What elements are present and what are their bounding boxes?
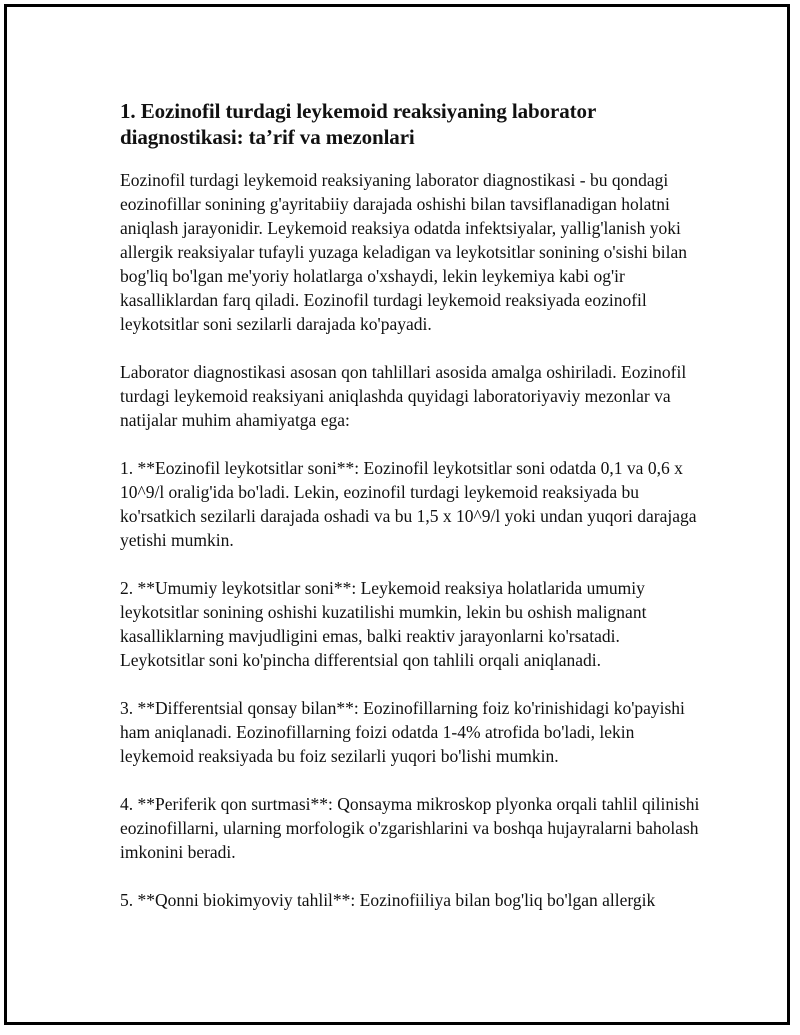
document-content xyxy=(120,98,700,936)
intro-paragraph: Eozinofil turdagi leykemoid reaksiyaning laborator diagnostikasi - bu qondagi eozinofillar sonining g'ayritabiiy darajada oshishi bilan tavsiflanadigan holatni aniqlash jarayonidir. Leykemoid reaksiya odatda infektsiyalar, yallig'lanish yoki allergik reaksiyalar tufayli yuzaga keladigan va leykotsitlar sonining o'sishi bilan bog'liq bo'lgan me'yoriy holatlarga o'xshaydi, lekin leykemiya kabi og'ir kasalliklardan farq qiladi. Eozinofil turdagi leykemoid reaksiyada eozinofil leykotsitlar soni sezilarli darajada ko'payadi. xyxy=(120,170,688,334)
criterion-2-paragraph: 2. **Umumiy leykotsitlar soni**: Leykemoid reaksiya holatlarida umumiy leykotsitlar sonining oshishi kuzatilishi mumkin, lekin bu oshish malignant kasalliklarning mavjudligini emas, balki reaktiv jarayonlarni ko'rsatadi. Leykotsitlar soni ko'pincha differentsial qon tahlili orqali aniqlanadi. xyxy=(120,578,647,670)
criterion-1-paragraph: 1. **Eozinofil leykotsitlar soni**: Eozinofil leykotsitlar soni odatda 0,1 va 0,6 x 10^9/l oralig'ida bo'ladi. Lekin, eozinofil turdagi leykemoid reaksiyada bu ko'rsatkich sezilarli darajada oshadi va bu 1,5 x 10^9/l yoki undan yuqori darajaga yetishi mumkin. xyxy=(120,458,697,550)
document-page xyxy=(4,4,790,1025)
criterion-4-paragraph: 4. **Periferik qon surtmasi**: Qonsayma mikroskop plyonka orqali tahlil qilinishi eozinofillarni, ularning morfologik o'zgarishlarini va boshqa hujayralarni baholash imkonini beradi. xyxy=(120,794,700,862)
criterion-5-paragraph: 5. **Qonni biokimyoviy tahlil**: Eozinofiiliya bilan bog'liq bo'lgan allergik xyxy=(120,890,656,910)
criterion-3-paragraph: 3. **Differentsial qonsay bilan**: Eozinofillarning foiz ko'rinishidagi ko'payishi ham aniqlanadi. Eozinofillarning foizi odatda 1-4% atrofida bo'ladi, lekin leykemoid reaksiyada bu foiz sezilarli yuqori bo'lishi mumkin. xyxy=(120,698,685,766)
diagnostics-paragraph: Laborator diagnostikasi asosan qon tahlillari asosida amalga oshiriladi. Eozinofil turdagi leykemoid reaksiyani aniqlashda quyidagi laboratoriyaviy mezonlar va natijalar muhim ahamiyatga ega: xyxy=(120,362,687,430)
section-heading: 1. Eozinofil turdagi leykemoid reaksiyaning laborator diagnostikasi: ta’rif va mezonlari xyxy=(120,99,596,149)
